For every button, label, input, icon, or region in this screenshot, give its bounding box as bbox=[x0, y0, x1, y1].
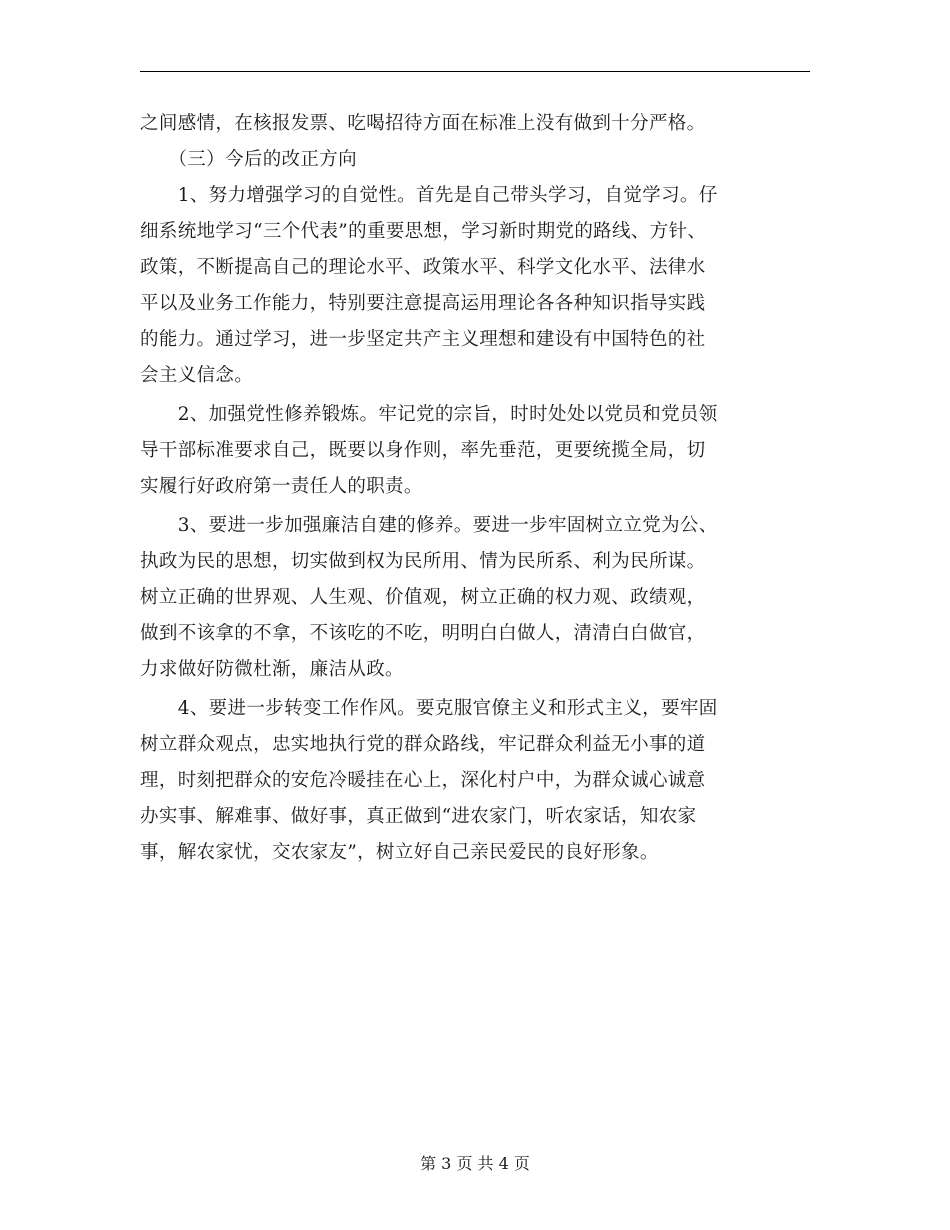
paragraph-1-line: 的能力。通过学习，进一步坚定共产主义理想和建设有中国特色的社 bbox=[140, 329, 706, 350]
paragraph-3-line: 力求做好防微杜渐，廉洁从政。 bbox=[140, 659, 404, 680]
paragraph-4-line: 事，解农家忧，交农家友”，树立好自己亲民爱民的良好形象。 bbox=[140, 842, 659, 863]
paragraph-3-line: 树立正确的世界观、人生观、价值观，树立正确的权力观、政绩观， bbox=[140, 587, 706, 608]
paragraph-2-line: 2、加强党性修养锻炼。牢记党的宗旨，时时处处以党员和党员领 bbox=[140, 404, 718, 425]
paragraph-4-line: 4、要进一步转变工作作风。要克服官僚主义和形式主义，要牢固 bbox=[140, 698, 718, 719]
paragraph-3-line: 执政为民的思想，切实做到权为民所用、情为民所系、利为民所谋。 bbox=[140, 551, 706, 572]
paragraph-1-line: 1、努力增强学习的自觉性。首先是自己带头学习，自觉学习。仔 bbox=[140, 185, 718, 206]
page-number-footer: 第 3 页 共 4 页 bbox=[420, 1154, 530, 1173]
header-rule bbox=[140, 71, 810, 72]
paragraph-4-line: 理，时刻把群众的安危冷暖挂在心上，深化村户中，为群众诚心诚意 bbox=[140, 770, 706, 791]
paragraph-4-line: 办实事、解难事、做好事，真正做到“进农家门，听农家话，知农家 bbox=[140, 806, 697, 827]
paragraph-4-line: 树立群众观点，忠实地执行党的群众路线，牢记群众利益无小事的道 bbox=[140, 734, 706, 755]
paragraph-1-line: 细系统地学习“三个代表”的重要思想，学习新时期党的路线、方针、 bbox=[140, 221, 707, 242]
text-line: 之间感情，在核报发票、吃喝招待方面在标准上没有做到十分严格。 bbox=[140, 113, 706, 134]
paragraph-2-line: 导干部标准要求自己，既要以身作则，率先垂范，更要统揽全局，切 bbox=[140, 440, 706, 461]
paragraph-1-line: 政策，不断提高自己的理论水平、政策水平、科学文化水平、法律水 bbox=[140, 257, 706, 278]
document-body bbox=[140, 106, 810, 871]
paragraph-3-line: 3、要进一步加强廉洁自建的修养。要进一步牢固树立立党为公、 bbox=[140, 515, 718, 536]
paragraph-1-line: 平以及业务工作能力，特别要注意提高运用理论各各种知识指导实践 bbox=[140, 293, 706, 314]
paragraph-2-line: 实履行好政府第一责任人的职责。 bbox=[140, 476, 423, 497]
paragraph-1-line: 会主义信念。 bbox=[140, 365, 254, 386]
section-heading: （三）今后的改正方向 bbox=[140, 149, 357, 170]
paragraph-3-line: 做到不该拿的不拿，不该吃的不吃，明明白白做人，清清白白做官， bbox=[140, 623, 706, 644]
